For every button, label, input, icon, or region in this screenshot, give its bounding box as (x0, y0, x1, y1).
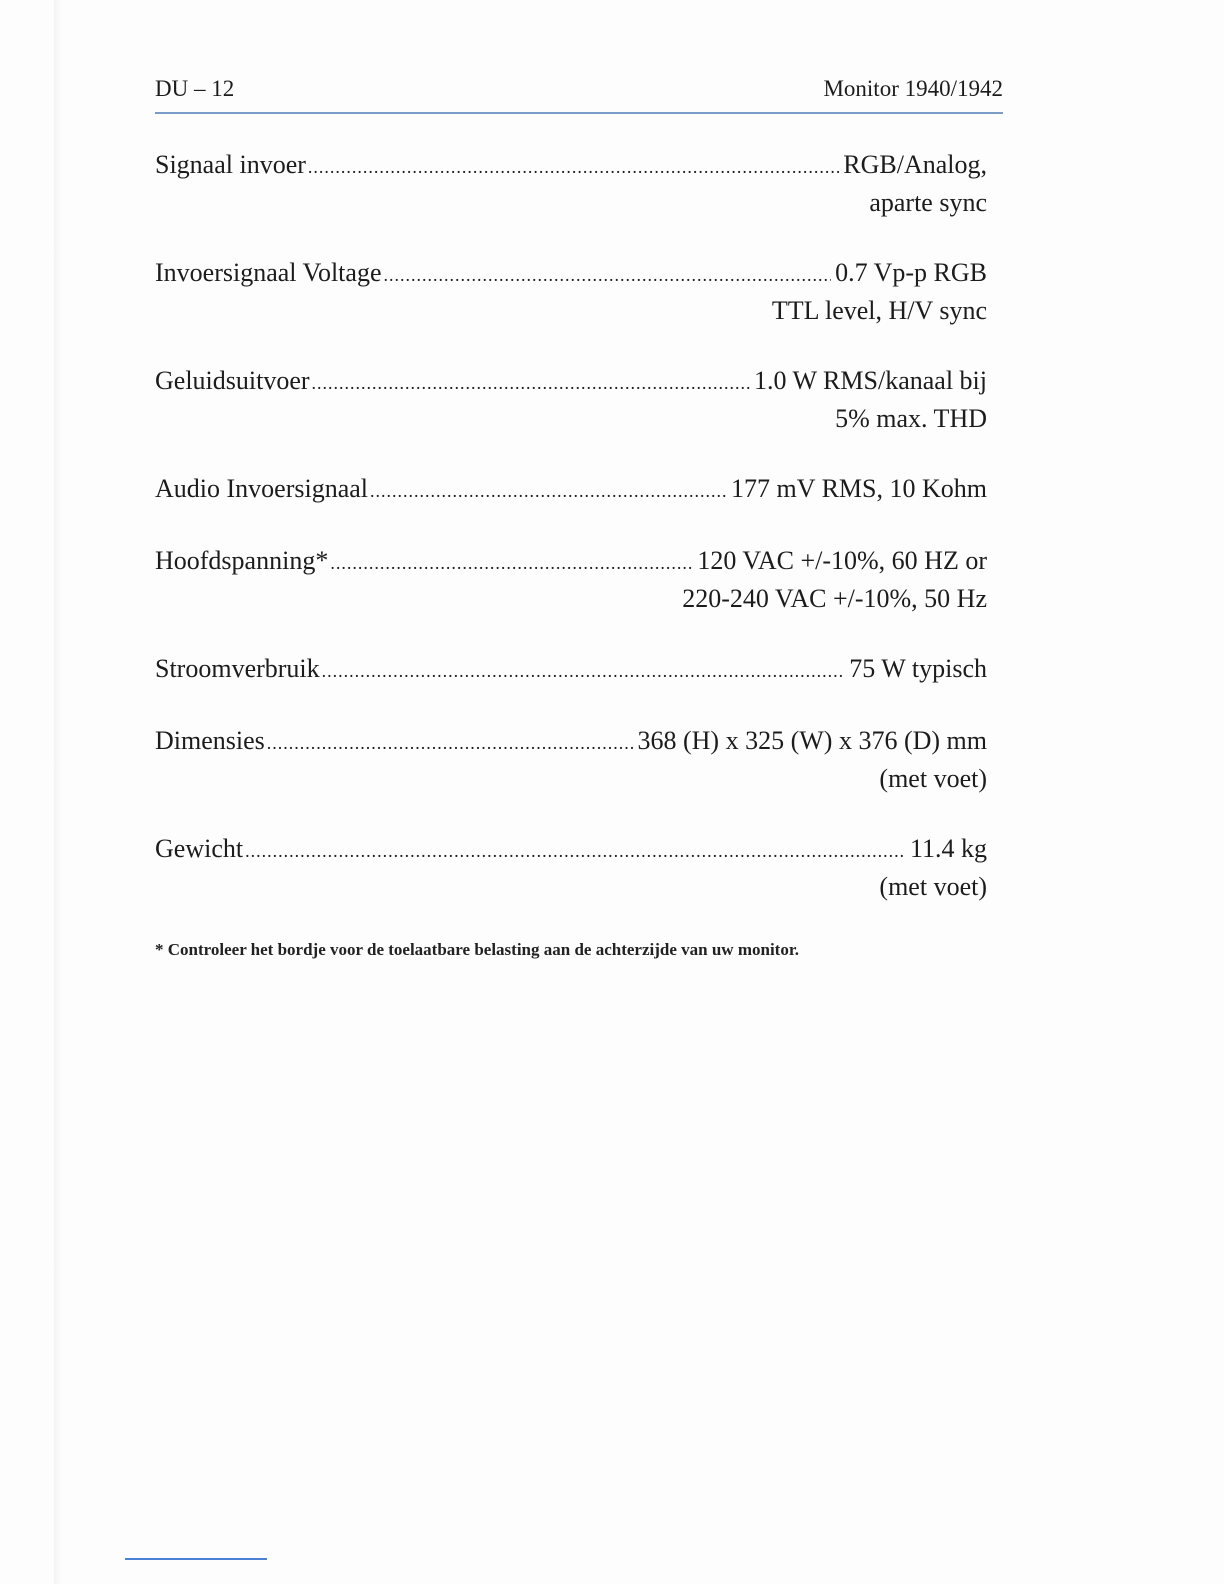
spec-value: 120 VAC +/-10%, 60 HZ or (697, 546, 987, 575)
spec-value: 368 (H) x 325 (W) x 376 (D) mm (637, 726, 987, 755)
spec-label: Invoersignaal Voltage (155, 258, 382, 287)
spec-value-continuation: aparte sync (869, 188, 987, 217)
spec-item-audio-invoersignaal (155, 471, 987, 509)
dot-leader (245, 833, 906, 869)
footer-rule (125, 1558, 267, 1560)
dot-leader (330, 545, 693, 581)
spec-label: Hoofdspanning* (155, 546, 329, 575)
spec-value: RGB/Analog, (843, 150, 987, 179)
footnote: * Controleer het bordje voor de toelaatbare belasting aan de achterzijde van uw monitor. (155, 940, 800, 959)
dot-leader (322, 653, 846, 689)
spec-item-stroomverbruik (155, 651, 987, 689)
header-divider (155, 112, 1003, 114)
spec-list (155, 147, 987, 939)
spec-item-geluidsuitvoer (155, 363, 987, 437)
scan-edge-shadow (54, 0, 62, 1584)
spec-value: 11.4 kg (909, 834, 987, 863)
spec-item-dimensies (155, 723, 987, 797)
spec-value: 0.7 Vp-p RGB (835, 258, 987, 287)
spec-label: Geluidsuitvoer (155, 366, 310, 395)
spec-item-invoersignaal-voltage (155, 255, 987, 329)
spec-value-continuation: 5% max. THD (835, 404, 987, 433)
spec-item-gewicht (155, 831, 987, 905)
page-number: DU – 12 (155, 76, 235, 101)
dot-leader (312, 365, 750, 401)
spec-label: Dimensies (155, 726, 265, 755)
dot-leader (370, 473, 727, 509)
dot-leader (383, 257, 831, 293)
spec-value-continuation: 220-240 VAC +/-10%, 50 Hz (682, 584, 987, 613)
spec-label: Audio Invoersignaal (155, 474, 369, 503)
spec-label: Signaal invoer (155, 150, 306, 179)
dot-leader (267, 725, 634, 761)
spec-item-signaal-invoer (155, 147, 987, 221)
spec-label: Stroomverbruik (155, 654, 320, 683)
spec-label: Gewicht (155, 834, 244, 863)
spec-value-continuation: TTL level, H/V sync (771, 296, 987, 325)
spec-value: 1.0 W RMS/kanaal bij (753, 366, 987, 395)
spec-value: 75 W typisch (849, 654, 987, 683)
document-title: Monitor 1940/1942 (823, 76, 1003, 101)
spec-value: 177 mV RMS, 10 Kohm (731, 474, 987, 503)
dot-leader (308, 149, 839, 185)
spec-value-continuation: (met voet) (879, 764, 987, 793)
page-header (155, 72, 1003, 106)
spec-item-hoofdspanning (155, 543, 987, 617)
spec-value-continuation: (met voet) (879, 872, 987, 901)
